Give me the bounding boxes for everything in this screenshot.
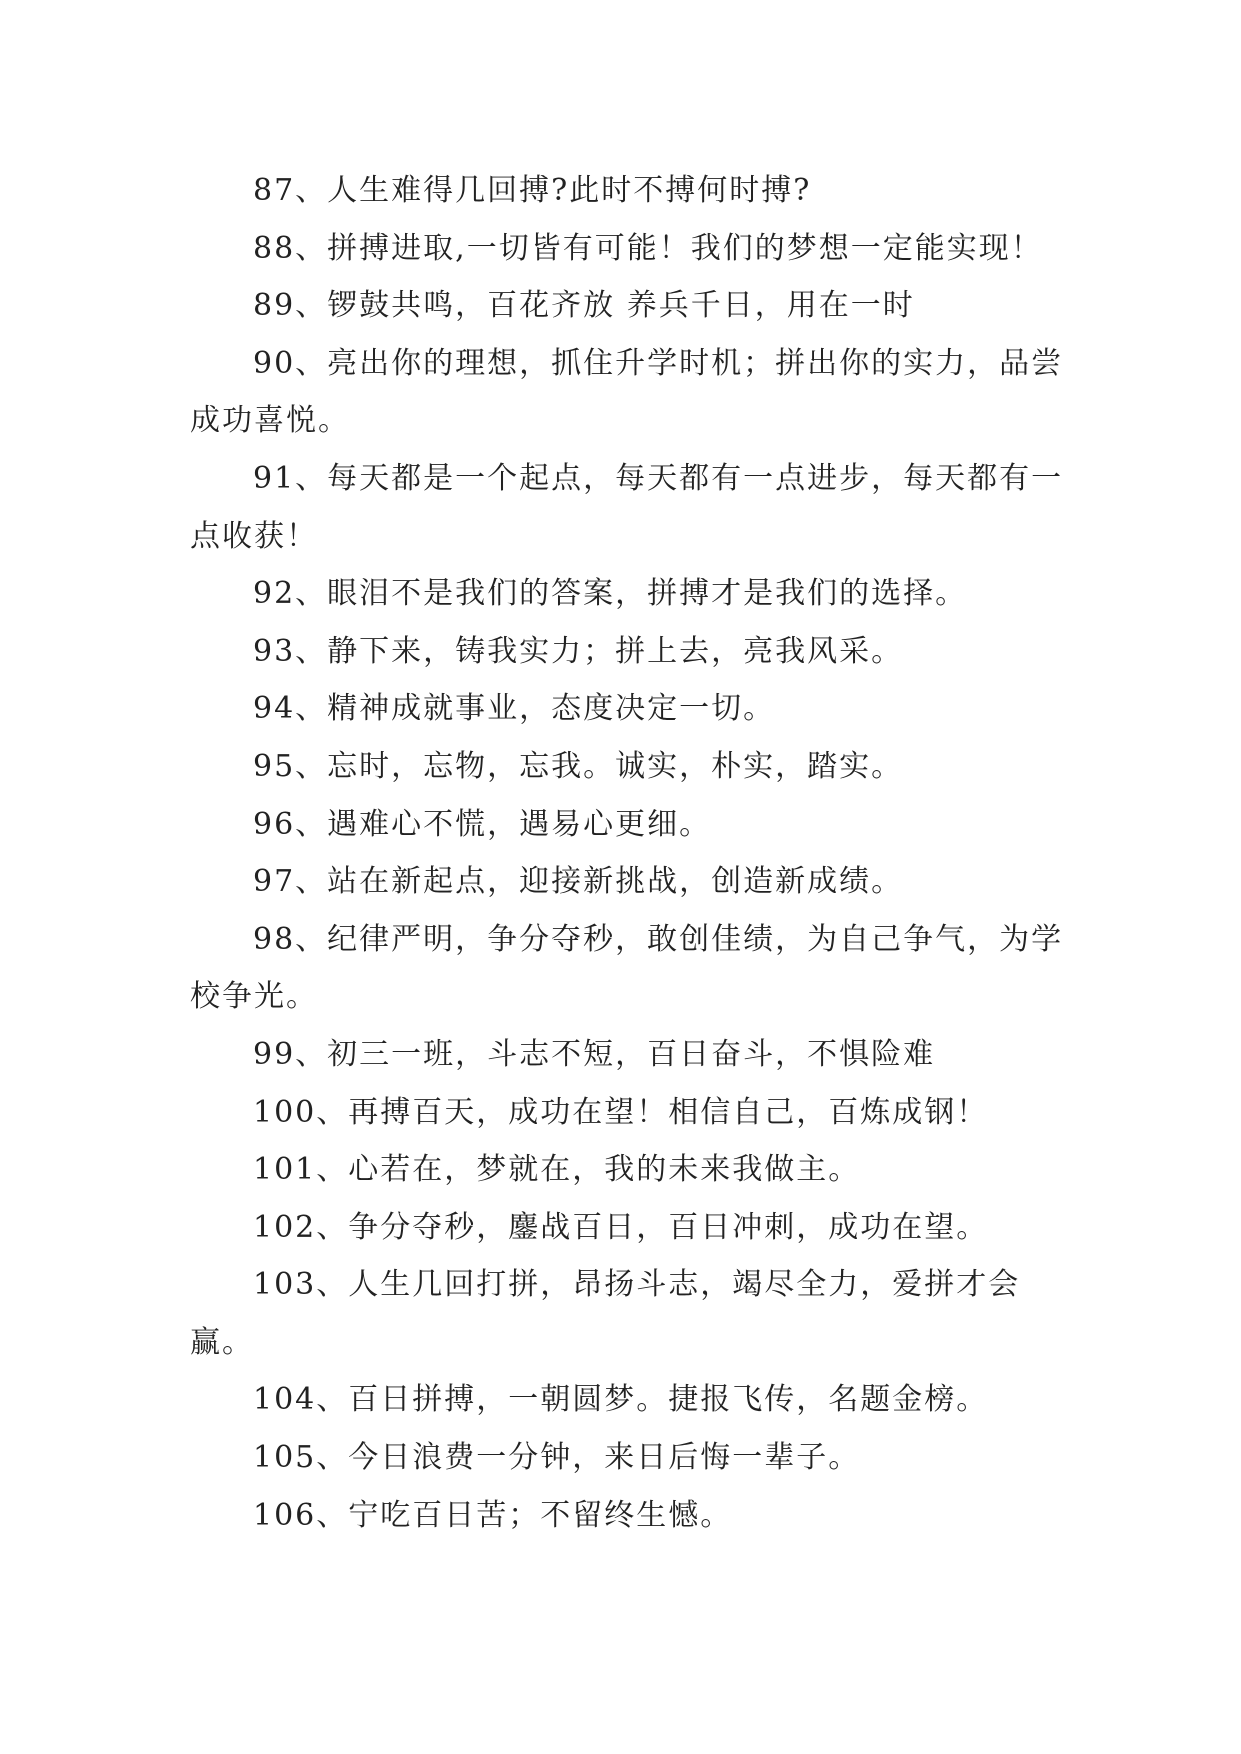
paragraph-99: 99、初三一班，斗志不短，百日奋斗，不惧险难 <box>253 1036 936 1072</box>
paragraph-98: 98、纪律严明，争分夺秒，敢创佳绩，为自己争气，为学校争光。 <box>190 921 1064 1015</box>
paragraph-91: 91、每天都是一个起点，每天都有一点进步，每天都有一点收获！ <box>190 460 1064 554</box>
paragraph-95: 95、忘时，忘物，忘我。诚实，朴实，踏实。 <box>253 748 904 784</box>
paragraph-105: 105、今日浪费一分钟，来日后悔一辈子。 <box>253 1440 861 1476</box>
paragraph-100: 100、再搏百天，成功在望！相信自己，百炼成钢！ <box>253 1094 989 1130</box>
paragraph-102: 102、争分夺秒，鏖战百日，百日冲刺，成功在望。 <box>253 1209 989 1245</box>
paragraph-89: 89、锣鼓共鸣，百花齐放 养兵千日，用在一时 <box>253 288 915 324</box>
paragraph-96: 96、遇难心不慌，遇易心更细。 <box>253 806 712 842</box>
paragraph-106: 106、宁吃百日苦；不留终生憾。 <box>253 1497 733 1533</box>
paragraph-90: 90、亮出你的理想，抓住升学时机；拼出你的实力，品尝成功喜悦。 <box>190 345 1064 439</box>
paragraph-88: 88、拼搏进取,一切皆有可能！我们的梦想一定能实现！ <box>253 230 1043 266</box>
paragraph-94: 94、精神成就事业，态度决定一切。 <box>253 691 776 727</box>
paragraph-103: 103、人生几回打拼，昂扬斗志，竭尽全力，爱拼才会赢。 <box>190 1267 1021 1360</box>
paragraph-97: 97、站在新起点，迎接新挑战，创造新成绩。 <box>253 864 904 900</box>
paragraph-101: 101、心若在，梦就在，我的未来我做主。 <box>253 1152 861 1188</box>
paragraph-104: 104、百日拼搏，一朝圆梦。捷报飞传，名题金榜。 <box>253 1382 989 1418</box>
paragraph-93: 93、静下来，铸我实力；拼上去，亮我风采。 <box>253 633 904 669</box>
document-body <box>190 162 1070 1544</box>
paragraph-92: 92、眼泪不是我们的答案，拼搏才是我们的选择。 <box>253 576 968 612</box>
paragraph-87: 87、人生难得几回搏?此时不搏何时搏? <box>253 173 812 208</box>
